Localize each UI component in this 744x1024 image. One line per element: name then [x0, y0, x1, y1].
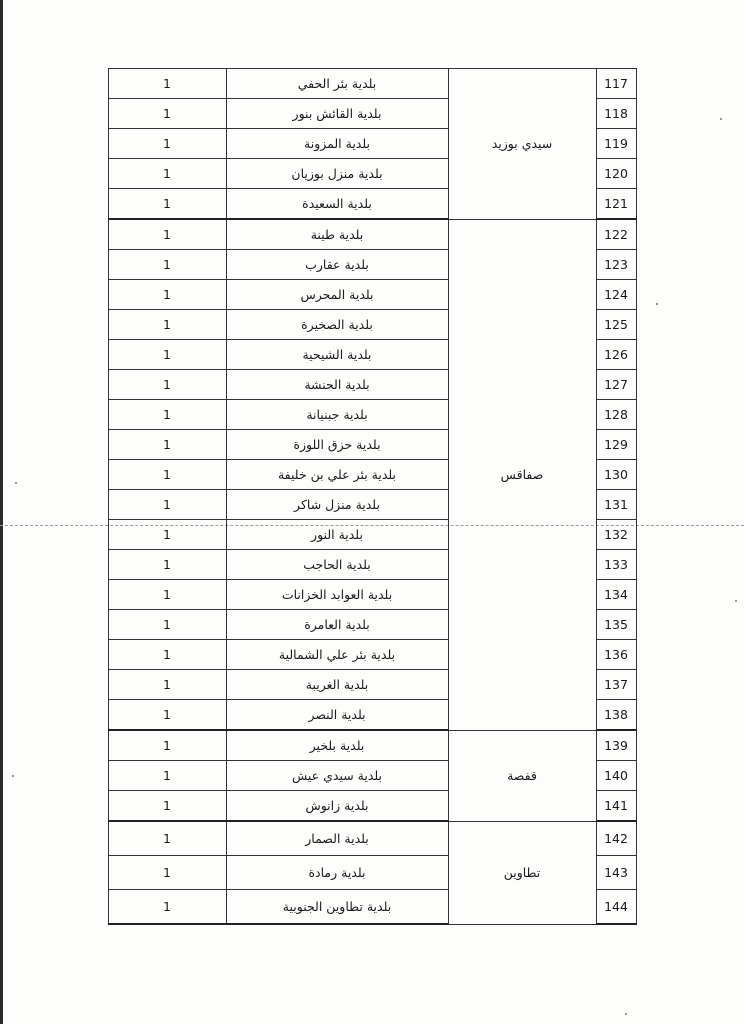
table-body [102, 69, 636, 925]
table-row [102, 730, 636, 761]
row-number: 142 [596, 821, 636, 856]
municipality-cell: بلدية منزل بوزيان [226, 159, 448, 189]
scan-speck [625, 1013, 627, 1015]
municipality-cell: بلدية تطاوين الجنوبية [226, 890, 448, 925]
row-number: 132 [596, 520, 636, 550]
value-cell: 1 [108, 99, 226, 129]
margin-cell [102, 430, 108, 460]
municipality-cell: بلدية بئر الحفي [226, 69, 448, 99]
margin-cell [102, 730, 108, 761]
municipality-cell: بلدية العامرة [226, 610, 448, 640]
margin-cell [102, 610, 108, 640]
governorate-cell: قفصة [448, 730, 596, 821]
margin-cell [102, 129, 108, 159]
margin-cell [102, 250, 108, 280]
municipality-cell: بلدية القائش بنور [226, 99, 448, 129]
margin-cell [102, 580, 108, 610]
value-cell: 1 [108, 761, 226, 791]
margin-cell [102, 640, 108, 670]
municipality-cell: بلدية حزق اللوزة [226, 430, 448, 460]
value-cell: 1 [108, 856, 226, 890]
margin-cell [102, 280, 108, 310]
margin-cell [102, 99, 108, 129]
margin-cell [102, 159, 108, 189]
row-number: 133 [596, 550, 636, 580]
value-cell: 1 [108, 159, 226, 189]
row-number: 119 [596, 129, 636, 159]
margin-cell [102, 856, 108, 890]
value-cell: 1 [108, 730, 226, 761]
row-number: 129 [596, 430, 636, 460]
value-cell: 1 [108, 610, 226, 640]
value-cell: 1 [108, 490, 226, 520]
row-number: 124 [596, 280, 636, 310]
row-number: 121 [596, 189, 636, 220]
row-number: 139 [596, 730, 636, 761]
municipality-cell: بلدية عقارب [226, 250, 448, 280]
margin-cell [102, 370, 108, 400]
margin-cell [102, 890, 108, 925]
row-number: 144 [596, 890, 636, 925]
value-cell: 1 [108, 219, 226, 250]
row-number: 126 [596, 340, 636, 370]
margin-cell [102, 761, 108, 791]
margin-cell [102, 791, 108, 822]
municipality-cell: بلدية رمادة [226, 856, 448, 890]
row-number: 122 [596, 219, 636, 250]
row-number: 140 [596, 761, 636, 791]
value-cell: 1 [108, 129, 226, 159]
value-cell: 1 [108, 370, 226, 400]
margin-cell [102, 340, 108, 370]
value-cell: 1 [108, 340, 226, 370]
row-number: 125 [596, 310, 636, 340]
row-number: 143 [596, 856, 636, 890]
margin-cell [102, 219, 108, 250]
value-cell: 1 [108, 520, 226, 550]
municipality-cell: بلدية بلخير [226, 730, 448, 761]
scan-speck [12, 775, 14, 777]
municipality-cell: بلدية السعيدة [226, 189, 448, 220]
scan-speck [656, 303, 658, 305]
row-number: 127 [596, 370, 636, 400]
margin-cell [102, 490, 108, 520]
row-number: 138 [596, 700, 636, 731]
value-cell: 1 [108, 890, 226, 925]
municipality-cell: بلدية الصخيرة [226, 310, 448, 340]
margin-cell [102, 550, 108, 580]
margin-cell [102, 821, 108, 856]
value-cell: 1 [108, 460, 226, 490]
value-cell: 1 [108, 310, 226, 340]
row-number: 141 [596, 791, 636, 822]
row-number: 123 [596, 250, 636, 280]
row-number: 136 [596, 640, 636, 670]
value-cell: 1 [108, 189, 226, 220]
municipality-cell: بلدية طينة [226, 219, 448, 250]
row-number: 134 [596, 580, 636, 610]
margin-cell [102, 520, 108, 550]
margin-cell [102, 670, 108, 700]
margin-cell [102, 69, 108, 99]
municipality-cell: بلدية منزل شاكر [226, 490, 448, 520]
governorate-cell: تطاوين [448, 821, 596, 924]
table-row [102, 821, 636, 856]
scan-speck [15, 482, 17, 484]
value-cell: 1 [108, 400, 226, 430]
scan-speck [735, 600, 737, 602]
row-number: 131 [596, 490, 636, 520]
row-number: 135 [596, 610, 636, 640]
value-cell: 1 [108, 580, 226, 610]
scan-speck [720, 118, 722, 120]
municipality-cell: بلدية المحرس [226, 280, 448, 310]
row-number: 130 [596, 460, 636, 490]
governorate-cell: صفاقس [448, 219, 596, 730]
municipalities-table [102, 68, 637, 925]
value-cell: 1 [108, 640, 226, 670]
row-number: 120 [596, 159, 636, 189]
value-cell: 1 [108, 280, 226, 310]
value-cell: 1 [108, 670, 226, 700]
margin-cell [102, 189, 108, 220]
value-cell: 1 [108, 821, 226, 856]
value-cell: 1 [108, 250, 226, 280]
municipality-cell: بلدية بئر علي بن خليفة [226, 460, 448, 490]
municipality-cell: بلدية الصمار [226, 821, 448, 856]
municipality-cell: بلدية الحنشة [226, 370, 448, 400]
municipality-cell: بلدية النور [226, 520, 448, 550]
row-number: 128 [596, 400, 636, 430]
value-cell: 1 [108, 791, 226, 822]
governorate-cell: سيدي بوزيد [448, 69, 596, 220]
row-number: 117 [596, 69, 636, 99]
scan-edge [0, 0, 3, 1024]
value-cell: 1 [108, 550, 226, 580]
municipality-cell: بلدية الحاجب [226, 550, 448, 580]
table-row [102, 69, 636, 99]
municipality-cell: بلدية بئر علي الشمالية [226, 640, 448, 670]
margin-cell [102, 310, 108, 340]
row-number: 137 [596, 670, 636, 700]
municipality-cell: بلدية الغريبة [226, 670, 448, 700]
municipality-cell: بلدية جبنيانة [226, 400, 448, 430]
value-cell: 1 [108, 69, 226, 99]
value-cell: 1 [108, 700, 226, 731]
municipality-cell: بلدية المزونة [226, 129, 448, 159]
row-number: 118 [596, 99, 636, 129]
municipality-cell: بلدية زانوش [226, 791, 448, 822]
municipality-cell: بلدية الشيحية [226, 340, 448, 370]
margin-cell [102, 460, 108, 490]
municipality-cell: بلدية العوابد الخزانات [226, 580, 448, 610]
municipality-cell: بلدية سيدي عيش [226, 761, 448, 791]
margin-cell [102, 700, 108, 731]
value-cell: 1 [108, 430, 226, 460]
table-row [102, 219, 636, 250]
margin-cell [102, 400, 108, 430]
municipality-cell: بلدية النصر [226, 700, 448, 731]
